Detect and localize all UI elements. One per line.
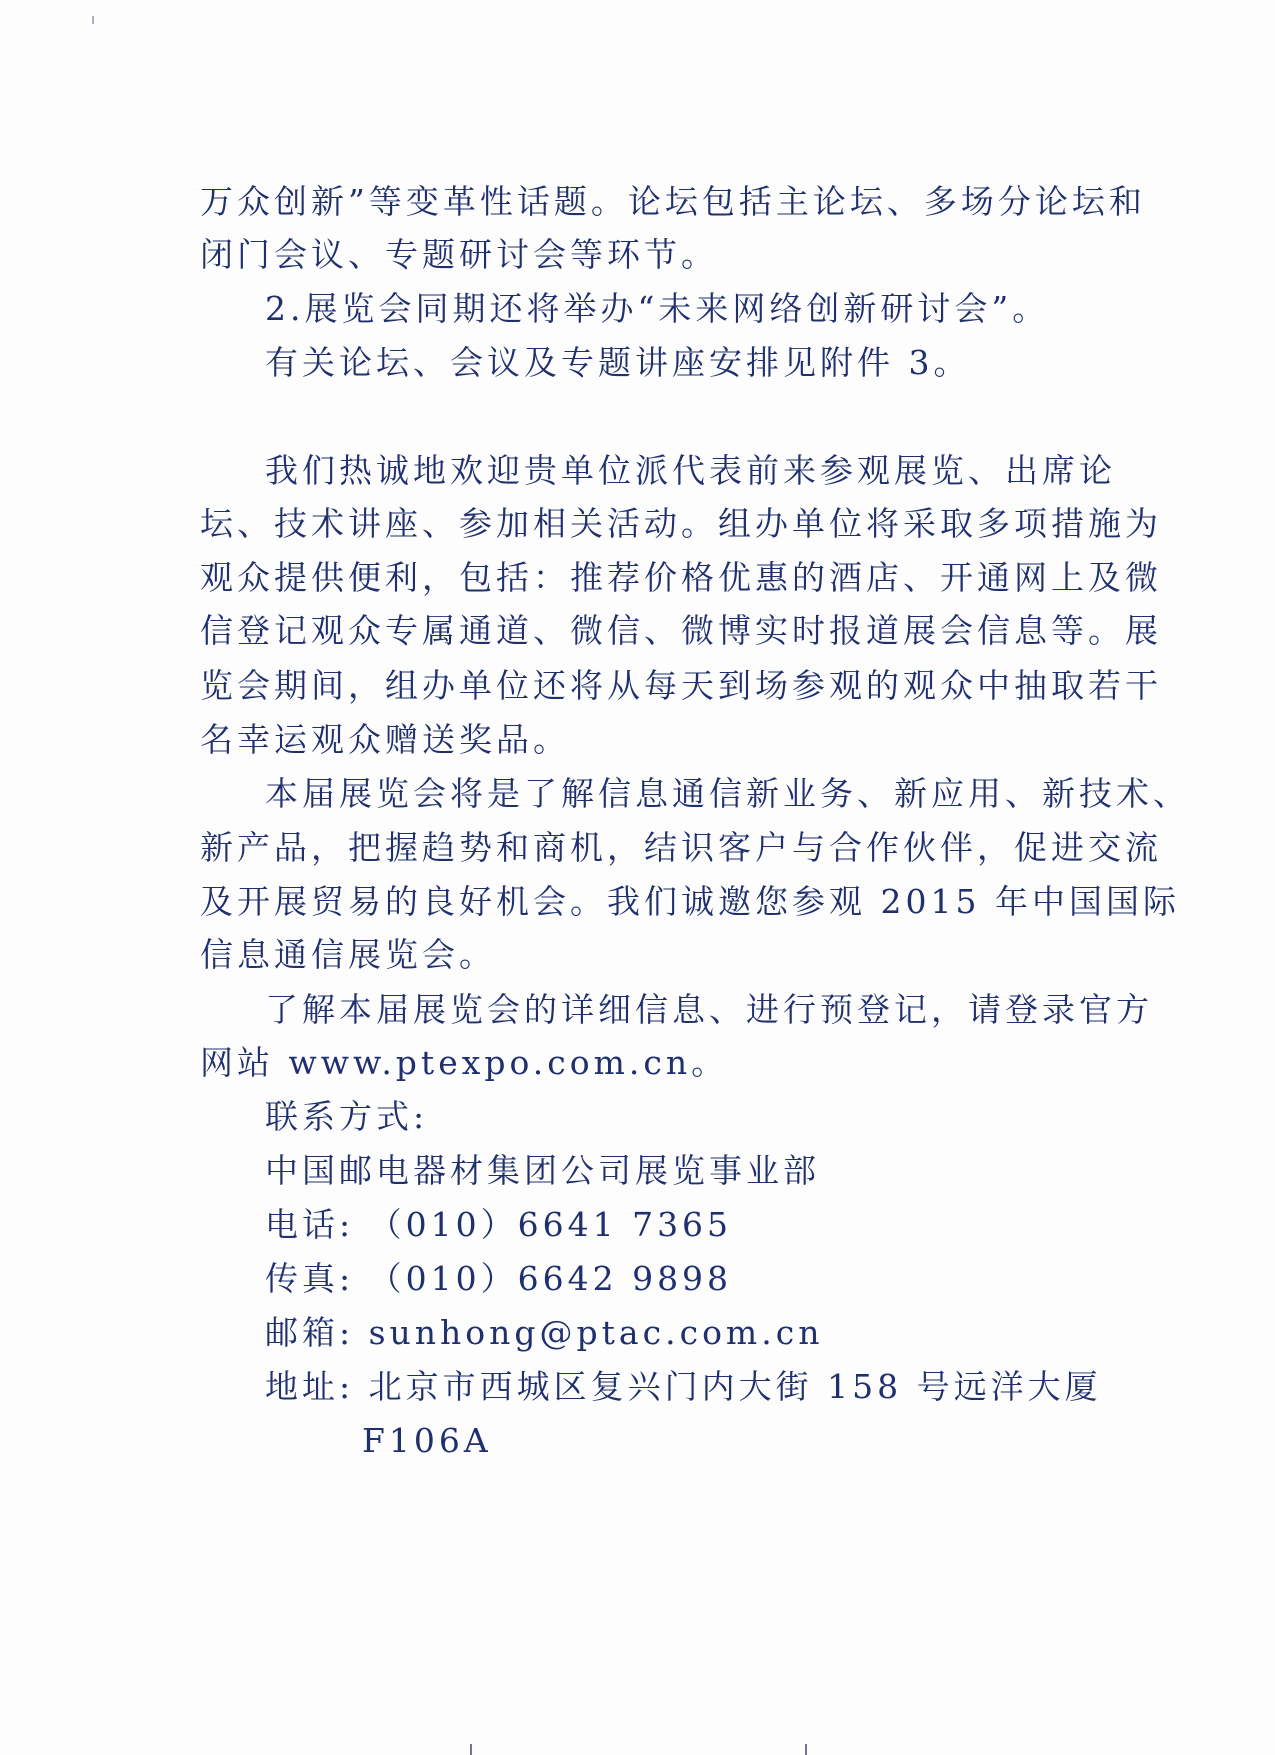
website-paragraph-line-1: 了解本届展览会的详细信息、进行预登记，请登录官方: [265, 990, 1153, 1029]
scan-speck: [805, 1744, 807, 1755]
welcome-paragraph-line-3: 观众提供便利，包括：推荐价格优惠的酒店、开通网上及微: [200, 558, 1162, 597]
scan-speck: [470, 1744, 472, 1755]
attachment-note: 有关论坛、会议及专题讲座安排见附件 3。: [265, 343, 971, 382]
opportunity-paragraph-line-3: 及开展贸易的良好机会。我们诚邀您参观 2015 年中国国际: [200, 882, 1180, 921]
scan-speck: [92, 16, 94, 24]
welcome-paragraph-line-4: 信登记观众专属通道、微信、微博实时报道展会信息等。展: [200, 611, 1162, 650]
contact-heading: 联系方式:: [265, 1097, 429, 1136]
website-paragraph-line-2: 网站 www.ptexpo.com.cn。: [200, 1043, 729, 1082]
opportunity-paragraph-line-4: 信息通信展览会。: [200, 935, 496, 974]
contact-email: 邮箱: sunhong@ptac.com.cn: [265, 1313, 824, 1352]
welcome-paragraph-line-6: 名幸运观众赠送奖品。: [200, 720, 570, 759]
item-2-paragraph: 2.展览会同期还将举办“未来网络创新研讨会”。: [265, 289, 1050, 328]
contact-address-line-2: F106A: [362, 1421, 492, 1460]
welcome-paragraph-line-2: 坛、技术讲座、参加相关活动。组办单位将采取多项措施为: [200, 504, 1162, 543]
contact-organization: 中国邮电器材集团公司展览事业部: [265, 1151, 820, 1190]
forum-paragraph-line-2: 闭门会议、专题研讨会等环节。: [200, 235, 718, 274]
contact-address-line-1: 地址: 北京市西城区复兴门内大街 158 号远洋大厦: [265, 1367, 1102, 1406]
contact-fax: 传真: （010）6642 9898: [265, 1259, 733, 1298]
forum-paragraph-line-1: 万众创新”等变革性话题。论坛包括主论坛、多场分论坛和: [200, 182, 1146, 221]
welcome-paragraph-line-5: 览会期间，组办单位还将从每天到场参观的观众中抽取若干: [200, 666, 1162, 705]
contact-phone: 电话: （010）6641 7365: [265, 1205, 733, 1244]
welcome-paragraph-line-1: 我们热诚地欢迎贵单位派代表前来参观展览、出席论: [265, 451, 1116, 490]
opportunity-paragraph-line-1: 本届展览会将是了解信息通信新业务、新应用、新技术、: [265, 774, 1190, 813]
opportunity-paragraph-line-2: 新产品，把握趋势和商机，结识客户与合作伙伴，促进交流: [200, 828, 1162, 867]
